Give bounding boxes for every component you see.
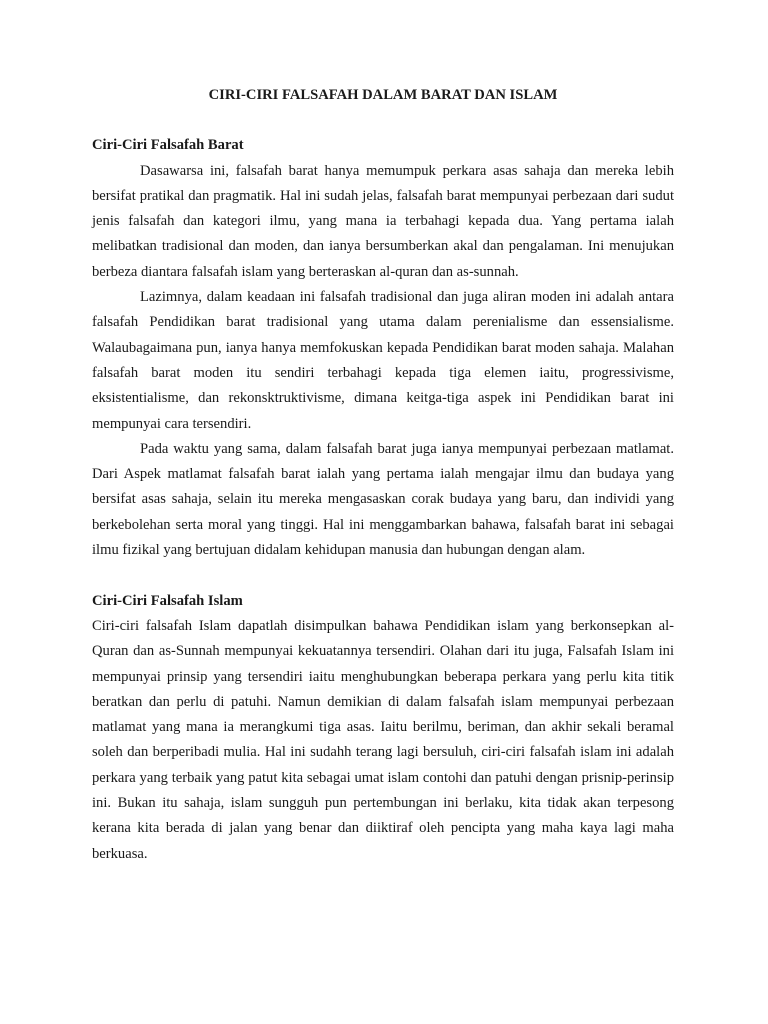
- paragraph: Lazimnya, dalam keadaan ini falsafah tradisional dan juga aliran moden ini adalah antara falsafah Pendidikan barat tradisional yang utama dalam perenialisme dan essensialisme. Walaubagaimana pun, ianya hanya memfokuskan kepada Pendidikan barat moden sahaja. Malahan falsafah barat moden itu sendiri terbahagi kepada tiga elemen iaitu, progressivisme, eksistentialisme, dan rekonsktruktivisme, dimana keitga-tiga aspek ini Pendidikan barat ini mempunyai cara tersendiri.: [92, 289, 674, 432]
- section-heading: Ciri-Ciri Falsafah Barat: [92, 137, 244, 154]
- section-western-philosophy: [92, 133, 674, 563]
- section-islamic-philosophy: [92, 589, 674, 867]
- paragraph: Pada waktu yang sama, dalam falsafah barat juga ianya mempunyai perbezaan matlamat. Dari Aspek matlamat falsafah barat ialah yang pertama ialah mengajar ilmu dan budaya yang bersifat asas sahaja, selain itu mereka mengasaskan corak budaya yang baru, dan individi yang berkebolehan serta moral yang tinggi. Hal ini menggambarkan bahawa, falsafah barat ini sebagai ilmu fizikal yang bertujuan didalam kehidupan manusia dan hubungan dengan alam.: [92, 440, 674, 559]
- document-body: [92, 83, 674, 867]
- paragraph: Dasawarsa ini, falsafah barat hanya memumpuk perkara asas sahaja dan mereka lebih bersifat pratikal dan pragmatik. Hal ini sudah jelas, falsafah barat mempunyai perbezaan dari sudut jenis falsafah dan kategori ilmu, yang mana ia terbahagi kepada dua. Yang pertama ialah melibatkan tradisional dan moden, dan ianya bersumberkan akal dan pengalaman. Ini menujukan berbeza diantara falsafah islam yang berteraskan al-quran dan as-sunnah.: [92, 162, 674, 280]
- section-heading: Ciri-Ciri Falsafah Islam: [92, 592, 243, 609]
- paragraph: Ciri-ciri falsafah Islam dapatlah disimpulkan bahawa Pendidikan islam yang berkonsepkan al-Quran dan as-Sunnah mempunyai kekuatannya tersendiri. Olahan dari itu juga, Falsafah Islam ini mempunyai prinsip yang tersendiri iaitu menghubungkan beberapa perkara yang perlu kita titik beratkan dan perlu di patuhi. Namun demikian di dalam falsafah islam mempunyai perbezaan matlamat yang mana ia merangkumi tiga asas. Iaitu berilmu, beriman, dan akhir sekali beramal soleh dan berperibadi mulia. Hal ini sudahh terang lagi bersuluh, ciri-ciri falsafah islam ini adalah perkara yang terbaik yang patut kita sebagai umat islam contohi dan patuhi dengan prisnip-perinsip ini. Bukan itu sahaja, islam sungguh pun pertembungan ini berlaku, kita tidak akan terpesong kerana kita berada di jalan yang benar dan diiktiraf oleh pencipta yang maha kaya lagi maha berkuasa.: [92, 617, 674, 862]
- section-spacer: [92, 563, 674, 588]
- document-title: CIRI-CIRI FALSAFAH DALAM BARAT DAN ISLAM: [208, 87, 558, 103]
